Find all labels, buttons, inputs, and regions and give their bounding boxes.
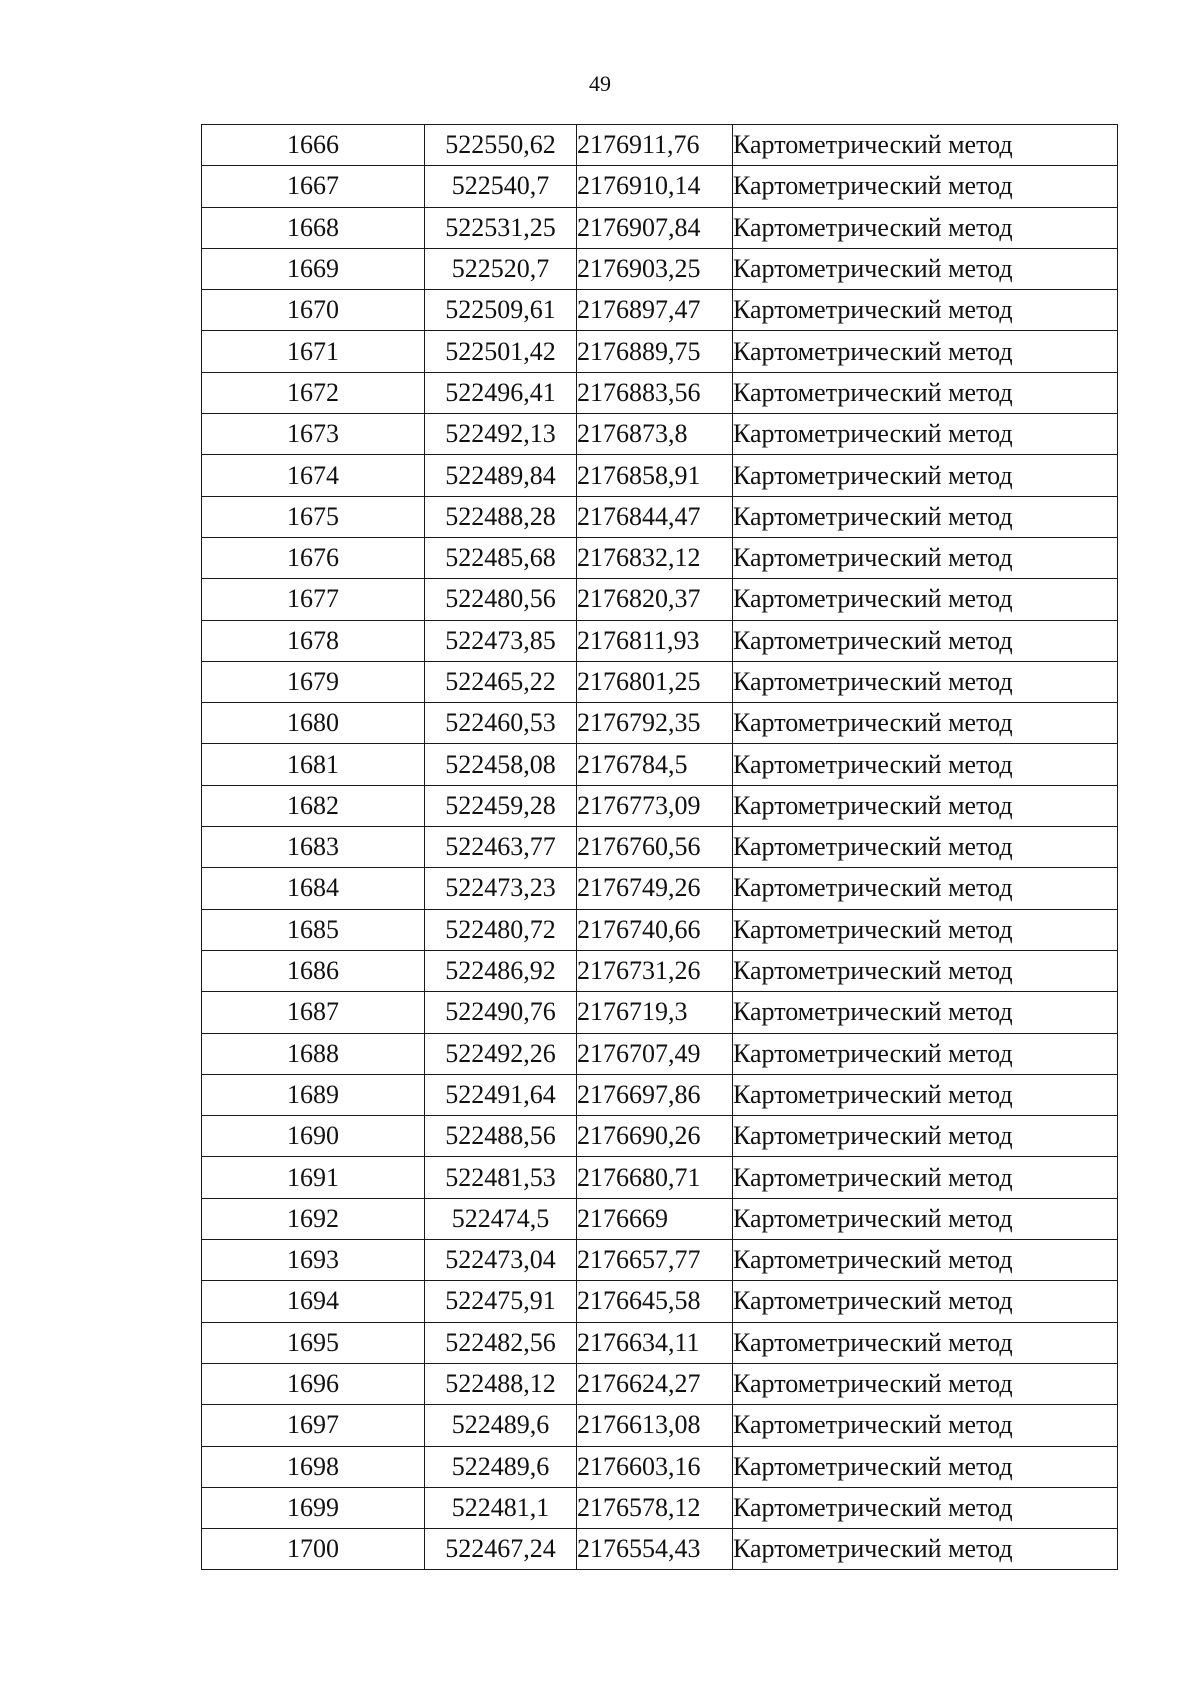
y-coordinate-cell: 2176911,76 (577, 125, 733, 166)
table-row (202, 703, 1118, 744)
point-number-cell: 1671 (202, 331, 425, 372)
method-cell: Картометрический метод (733, 827, 1118, 868)
point-number-cell: 1677 (202, 579, 425, 620)
point-number-cell: 1680 (202, 703, 425, 744)
y-coordinate-cell: 2176624,27 (577, 1363, 733, 1404)
point-number-cell: 1698 (202, 1446, 425, 1487)
point-number-cell: 1687 (202, 992, 425, 1033)
point-number-cell: 1682 (202, 785, 425, 826)
method-cell: Картометрический метод (733, 992, 1118, 1033)
method-cell: Картометрический метод (733, 620, 1118, 661)
method-cell: Картометрический метод (733, 868, 1118, 909)
point-number-cell: 1695 (202, 1322, 425, 1363)
table-row (202, 579, 1118, 620)
table-row (202, 1198, 1118, 1239)
table-row (202, 372, 1118, 413)
table-row (202, 496, 1118, 537)
y-coordinate-cell: 2176680,71 (577, 1157, 733, 1198)
y-coordinate-cell: 2176844,47 (577, 496, 733, 537)
y-coordinate-cell: 2176669 (577, 1198, 733, 1239)
table-row (202, 1240, 1118, 1281)
y-coordinate-cell: 2176690,26 (577, 1116, 733, 1157)
method-cell: Картометрический метод (733, 1033, 1118, 1074)
x-coordinate-cell: 522480,72 (425, 909, 577, 950)
point-number-cell: 1689 (202, 1074, 425, 1115)
x-coordinate-cell: 522501,42 (425, 331, 577, 372)
point-number-cell: 1676 (202, 537, 425, 578)
x-coordinate-cell: 522467,24 (425, 1529, 577, 1570)
method-cell: Картометрический метод (733, 207, 1118, 248)
point-number-cell: 1685 (202, 909, 425, 950)
method-cell: Картометрический метод (733, 1446, 1118, 1487)
x-coordinate-cell: 522489,6 (425, 1446, 577, 1487)
x-coordinate-cell: 522481,53 (425, 1157, 577, 1198)
y-coordinate-cell: 2176697,86 (577, 1074, 733, 1115)
point-number-cell: 1683 (202, 827, 425, 868)
x-coordinate-cell: 522482,56 (425, 1322, 577, 1363)
table-row (202, 1157, 1118, 1198)
x-coordinate-cell: 522509,61 (425, 290, 577, 331)
table-row (202, 992, 1118, 1033)
point-number-cell: 1693 (202, 1240, 425, 1281)
point-number-cell: 1697 (202, 1405, 425, 1446)
method-cell: Картометрический метод (733, 1363, 1118, 1404)
table-row (202, 744, 1118, 785)
point-number-cell: 1691 (202, 1157, 425, 1198)
x-coordinate-cell: 522540,7 (425, 166, 577, 207)
point-number-cell: 1674 (202, 455, 425, 496)
method-cell: Картометрический метод (733, 125, 1118, 166)
method-cell: Картометрический метод (733, 1405, 1118, 1446)
method-cell: Картометрический метод (733, 1487, 1118, 1528)
method-cell: Картометрический метод (733, 496, 1118, 537)
coordinates-table (201, 124, 1118, 1570)
x-coordinate-cell: 522463,77 (425, 827, 577, 868)
method-cell: Картометрический метод (733, 331, 1118, 372)
y-coordinate-cell: 2176760,56 (577, 827, 733, 868)
y-coordinate-cell: 2176792,35 (577, 703, 733, 744)
x-coordinate-cell: 522496,41 (425, 372, 577, 413)
point-number-cell: 1668 (202, 207, 425, 248)
table-row (202, 1322, 1118, 1363)
coordinates-table-body (202, 125, 1118, 1570)
point-number-cell: 1670 (202, 290, 425, 331)
table-row (202, 1405, 1118, 1446)
table-row (202, 661, 1118, 702)
y-coordinate-cell: 2176858,91 (577, 455, 733, 496)
table-row (202, 909, 1118, 950)
method-cell: Картометрический метод (733, 1240, 1118, 1281)
point-number-cell: 1699 (202, 1487, 425, 1528)
y-coordinate-cell: 2176832,12 (577, 537, 733, 578)
table-row (202, 1487, 1118, 1528)
method-cell: Картометрический метод (733, 1322, 1118, 1363)
table-row (202, 207, 1118, 248)
y-coordinate-cell: 2176801,25 (577, 661, 733, 702)
x-coordinate-cell: 522465,22 (425, 661, 577, 702)
y-coordinate-cell: 2176719,3 (577, 992, 733, 1033)
y-coordinate-cell: 2176883,56 (577, 372, 733, 413)
y-coordinate-cell: 2176554,43 (577, 1529, 733, 1570)
x-coordinate-cell: 522520,7 (425, 248, 577, 289)
point-number-cell: 1679 (202, 661, 425, 702)
table-row (202, 166, 1118, 207)
y-coordinate-cell: 2176657,77 (577, 1240, 733, 1281)
point-number-cell: 1673 (202, 414, 425, 455)
point-number-cell: 1688 (202, 1033, 425, 1074)
table-row (202, 1281, 1118, 1322)
y-coordinate-cell: 2176820,37 (577, 579, 733, 620)
table-row (202, 827, 1118, 868)
table-row (202, 620, 1118, 661)
point-number-cell: 1667 (202, 166, 425, 207)
y-coordinate-cell: 2176873,8 (577, 414, 733, 455)
point-number-cell: 1694 (202, 1281, 425, 1322)
method-cell: Картометрический метод (733, 166, 1118, 207)
y-coordinate-cell: 2176907,84 (577, 207, 733, 248)
method-cell: Картометрический метод (733, 785, 1118, 826)
x-coordinate-cell: 522488,12 (425, 1363, 577, 1404)
x-coordinate-cell: 522458,08 (425, 744, 577, 785)
y-coordinate-cell: 2176784,5 (577, 744, 733, 785)
table-row (202, 950, 1118, 991)
table-row (202, 868, 1118, 909)
x-coordinate-cell: 522491,64 (425, 1074, 577, 1115)
point-number-cell: 1692 (202, 1198, 425, 1239)
method-cell: Картометрический метод (733, 1198, 1118, 1239)
y-coordinate-cell: 2176889,75 (577, 331, 733, 372)
method-cell: Картометрический метод (733, 661, 1118, 702)
point-number-cell: 1696 (202, 1363, 425, 1404)
y-coordinate-cell: 2176740,66 (577, 909, 733, 950)
x-coordinate-cell: 522459,28 (425, 785, 577, 826)
y-coordinate-cell: 2176811,93 (577, 620, 733, 661)
method-cell: Картометрический метод (733, 1116, 1118, 1157)
method-cell: Картометрический метод (733, 537, 1118, 578)
method-cell: Картометрический метод (733, 372, 1118, 413)
table-row (202, 290, 1118, 331)
x-coordinate-cell: 522485,68 (425, 537, 577, 578)
point-number-cell: 1681 (202, 744, 425, 785)
point-number-cell: 1690 (202, 1116, 425, 1157)
point-number-cell: 1675 (202, 496, 425, 537)
table-row (202, 455, 1118, 496)
x-coordinate-cell: 522488,28 (425, 496, 577, 537)
method-cell: Картометрический метод (733, 1281, 1118, 1322)
point-number-cell: 1672 (202, 372, 425, 413)
point-number-cell: 1669 (202, 248, 425, 289)
y-coordinate-cell: 2176578,12 (577, 1487, 733, 1528)
x-coordinate-cell: 522473,04 (425, 1240, 577, 1281)
method-cell: Картометрический метод (733, 909, 1118, 950)
y-coordinate-cell: 2176897,47 (577, 290, 733, 331)
y-coordinate-cell: 2176773,09 (577, 785, 733, 826)
point-number-cell: 1686 (202, 950, 425, 991)
table-row (202, 785, 1118, 826)
method-cell: Картометрический метод (733, 1157, 1118, 1198)
x-coordinate-cell: 522475,91 (425, 1281, 577, 1322)
method-cell: Картометрический метод (733, 579, 1118, 620)
x-coordinate-cell: 522489,6 (425, 1405, 577, 1446)
y-coordinate-cell: 2176731,26 (577, 950, 733, 991)
x-coordinate-cell: 522473,23 (425, 868, 577, 909)
table-row (202, 1446, 1118, 1487)
method-cell: Картометрический метод (733, 455, 1118, 496)
x-coordinate-cell: 522474,5 (425, 1198, 577, 1239)
page-number: 49 (589, 71, 611, 96)
x-coordinate-cell: 522481,1 (425, 1487, 577, 1528)
y-coordinate-cell: 2176634,11 (577, 1322, 733, 1363)
x-coordinate-cell: 522486,92 (425, 950, 577, 991)
x-coordinate-cell: 522492,26 (425, 1033, 577, 1074)
point-number-cell: 1678 (202, 620, 425, 661)
y-coordinate-cell: 2176707,49 (577, 1033, 733, 1074)
table-row (202, 537, 1118, 578)
method-cell: Картометрический метод (733, 414, 1118, 455)
point-number-cell: 1700 (202, 1529, 425, 1570)
y-coordinate-cell: 2176603,16 (577, 1446, 733, 1487)
table-row (202, 1363, 1118, 1404)
y-coordinate-cell: 2176749,26 (577, 868, 733, 909)
x-coordinate-cell: 522488,56 (425, 1116, 577, 1157)
y-coordinate-cell: 2176903,25 (577, 248, 733, 289)
method-cell: Картометрический метод (733, 1074, 1118, 1115)
point-number-cell: 1666 (202, 125, 425, 166)
table-row (202, 1074, 1118, 1115)
table-row (202, 1529, 1118, 1570)
x-coordinate-cell: 522473,85 (425, 620, 577, 661)
method-cell: Картометрический метод (733, 1529, 1118, 1570)
y-coordinate-cell: 2176910,14 (577, 166, 733, 207)
x-coordinate-cell: 522531,25 (425, 207, 577, 248)
x-coordinate-cell: 522490,76 (425, 992, 577, 1033)
x-coordinate-cell: 522550,62 (425, 125, 577, 166)
x-coordinate-cell: 522480,56 (425, 579, 577, 620)
method-cell: Картометрический метод (733, 703, 1118, 744)
method-cell: Картометрический метод (733, 248, 1118, 289)
y-coordinate-cell: 2176613,08 (577, 1405, 733, 1446)
table-row (202, 414, 1118, 455)
x-coordinate-cell: 522492,13 (425, 414, 577, 455)
point-number-cell: 1684 (202, 868, 425, 909)
table-row (202, 125, 1118, 166)
method-cell: Картометрический метод (733, 744, 1118, 785)
table-row (202, 1033, 1118, 1074)
method-cell: Картометрический метод (733, 950, 1118, 991)
table-row (202, 1116, 1118, 1157)
table-row (202, 331, 1118, 372)
table-row (202, 248, 1118, 289)
x-coordinate-cell: 522489,84 (425, 455, 577, 496)
method-cell: Картометрический метод (733, 290, 1118, 331)
x-coordinate-cell: 522460,53 (425, 703, 577, 744)
y-coordinate-cell: 2176645,58 (577, 1281, 733, 1322)
